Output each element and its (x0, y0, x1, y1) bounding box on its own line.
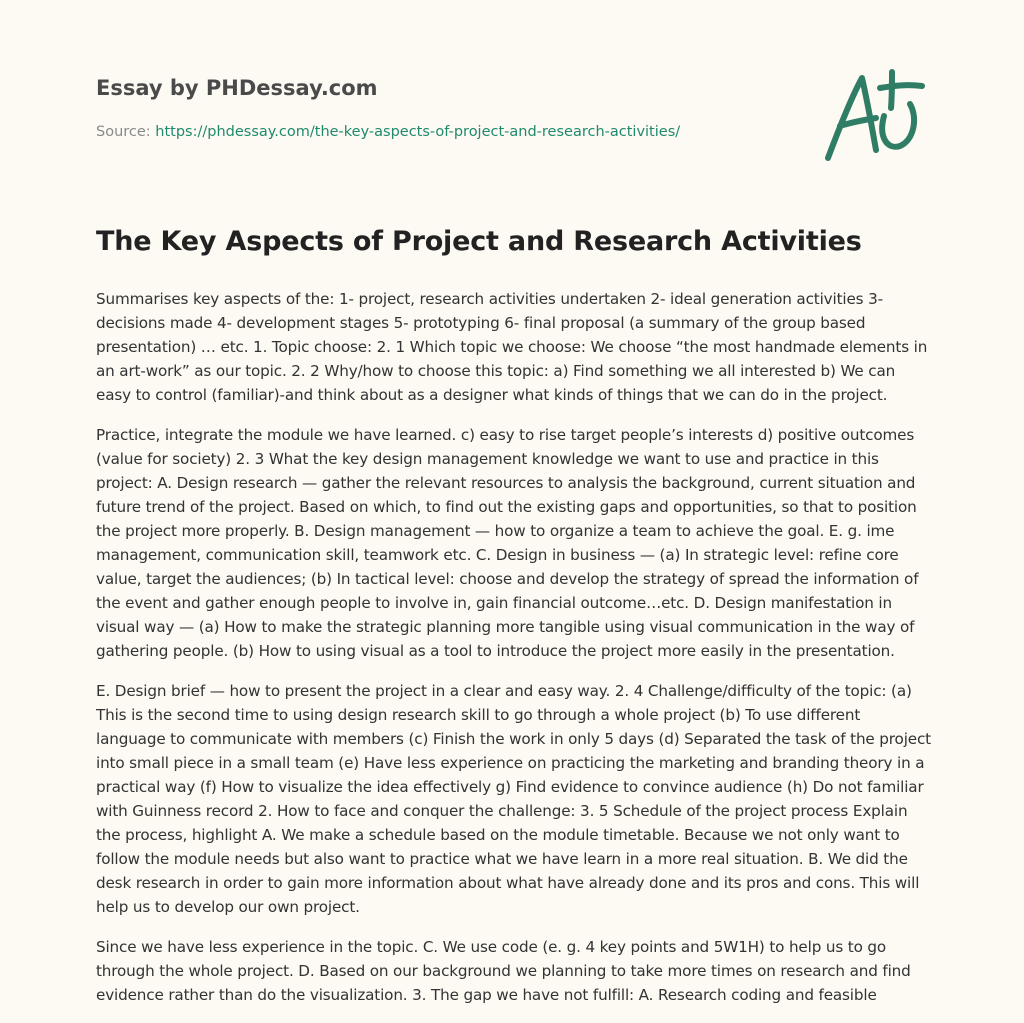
essay-paragraph: E. Design brief — how to present the project in a clear and easy way. 2. 4 Challenge/difficulty of the topic: (a) This is the second time to using design research skill to go through a whole project (b) To use different language to communicate with members (c) Finish the work in only 5 days (d) Separated the task of the project into small piece in a small team (e) Have less experience on practicing the marketing and branding theory in a practical way (f) How to visualize the idea effectively g) Find evidence to convince audience (h) Do not familiar with Guinness record 2. How to face and conquer the challenge: 3. 5 Schedule of the project process Explain the process, highlight A. We make a schedule based on the module timetable. Because we not only want to follow the module needs but also want to practice what we have learn in a more real situation. B. We did the desk research in order to gain more information about what have already done and its pros and cons. This will help us to develop our own project. (96, 682, 931, 916)
essay-paragraph: Summarises key aspects of the: 1- project, research activities undertaken 2- ideal generation activities 3- decisions made 4- development stages 5- prototyping 6- final proposal (a summary of the group based presentation) … etc. 1. Topic choose: 2. 1 Which topic we choose: We choose “the most handmade elements in an art-work” as our topic. 2. 2 Why/how to choose this topic: a) Find something we all interested b) We can easy to control (familiar)-and think about as a designer what kinds of things that we can do in the project. (96, 290, 928, 404)
site-title: Essay by PHDessay.com (96, 76, 378, 100)
a-plus-grade-icon (818, 66, 930, 166)
plus-vertical-stroke (891, 72, 892, 108)
source-label: Source: (96, 124, 151, 140)
plus-loop-stroke (882, 104, 914, 147)
plus-horizontal-stroke (880, 85, 922, 88)
essay-title: The Key Aspects of Project and Research Activities (96, 226, 862, 257)
source-line (96, 124, 680, 140)
essay-body (96, 287, 932, 1023)
essay-paragraph: Practice, integrate the module we have learned. c) easy to rise target people’s interests d) positive outcomes (value for society) 2. 3 What the key design management knowledge we want to use and practice in this project: A. Design research — gather the relevant resources to analysis the background, current situation and future trend of the project. Based on which, to find out the existing gaps and opportunities, so that to position the project more properly. B. Design management — how to organize a team to achieve the goal. E. g. ime management, communication skill, teamwork etc. C. Design in business — (a) In strategic level: refine core value, target the audiences; (b) In tactical level: choose and develop the strategy of spread the information of the event and gather enough people to involve in, gain financial outcome…etc. D. Design manifestation in visual way — (a) How to make the strategic planning more tangible using visual communication in the way of gathering people. (b) How to using visual as a tool to introduce the project more easily in the presentation. (96, 426, 919, 660)
essay-paragraph: Since we have less experience in the topic. C. We use code (e. g. 4 key points and 5W1H) to help us to go through the whole project. D. Based on our background we planning to take more times on research and find evidence rather than do the visualization. 3. The gap we have not fulfill: A. Research coding and feasible (96, 938, 911, 1004)
source-link[interactable]: https://phdessay.com/the-key-aspects-of-project-and-research-activities/ (155, 124, 681, 140)
